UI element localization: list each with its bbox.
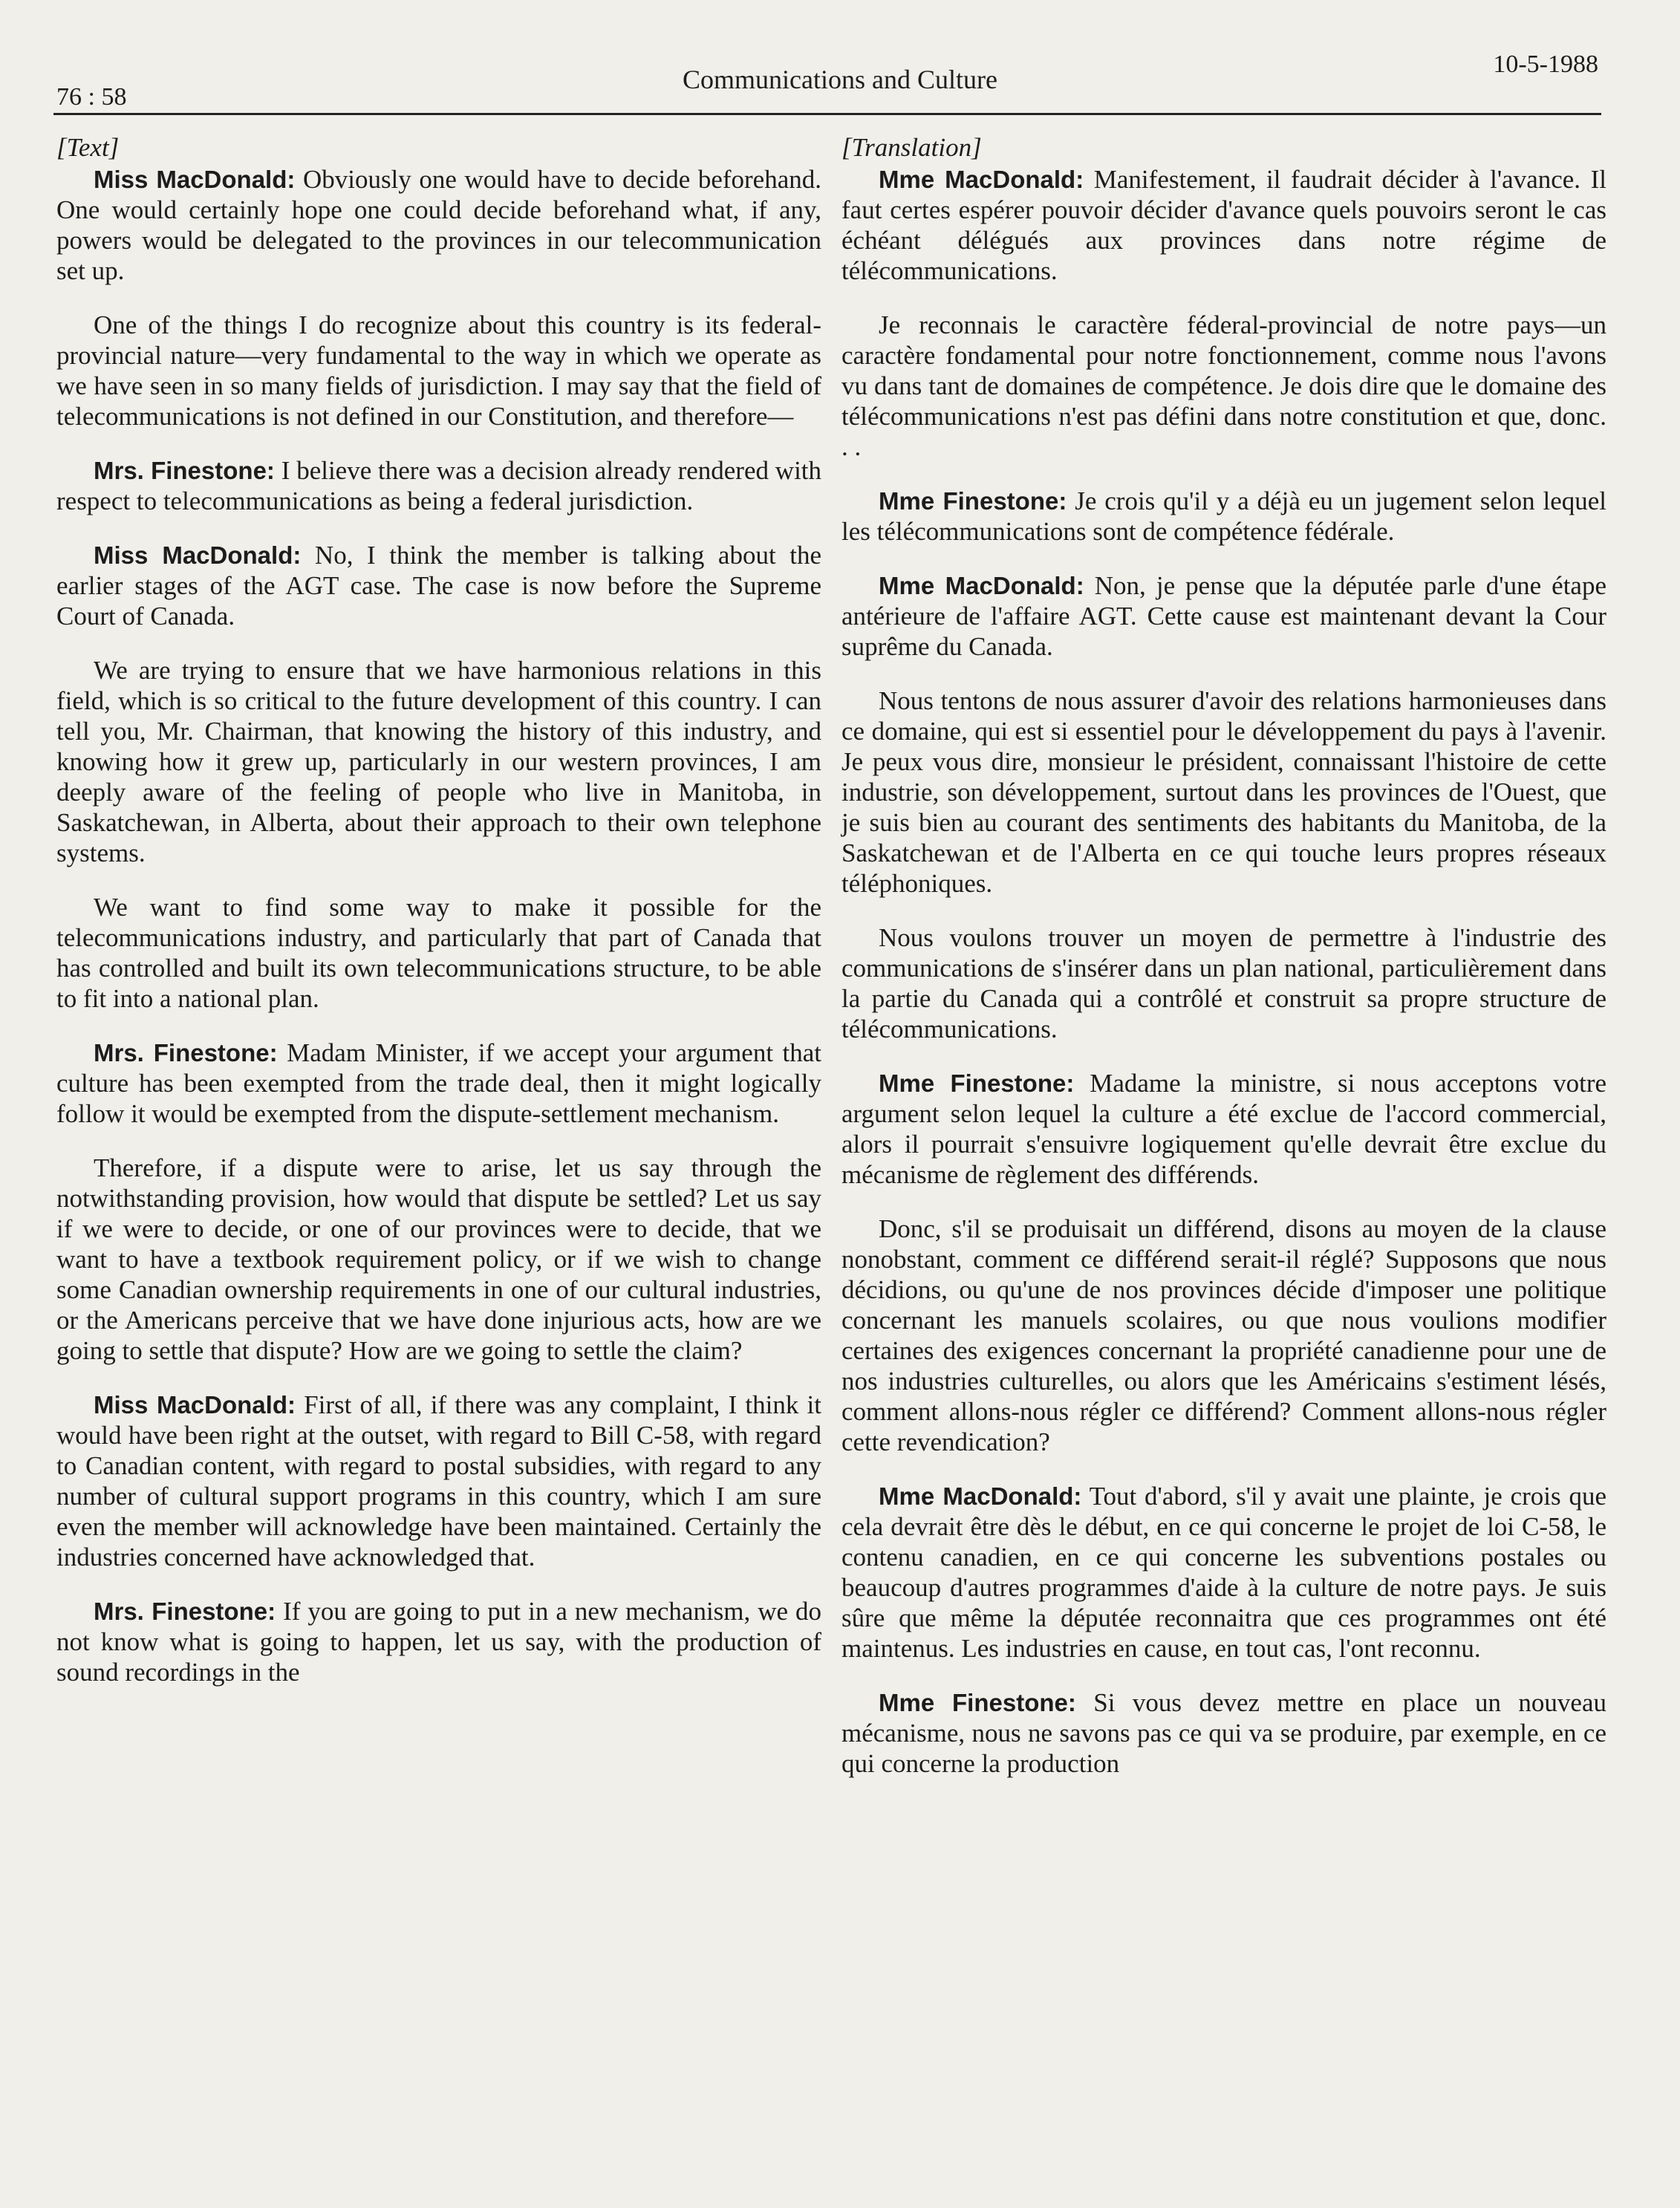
french-column [841, 132, 1606, 1802]
speaker-name: Mrs. Finestone: [94, 1039, 278, 1066]
transcript-paragraph [56, 1390, 821, 1572]
transcript-paragraph [841, 164, 1606, 286]
speaker-name: Miss MacDonald: [94, 166, 296, 193]
paragraph-text: If you are going to put in a new mechanism, we do not know what is going to happen, let us say, with the production of sound recordings in the [56, 1597, 822, 1687]
paragraph-text: Je crois qu'il y a déjà eu un jugement selon lequel les télécommunications sont de compétence fédérale. [841, 486, 1606, 546]
transcript-paragraph [56, 1153, 821, 1366]
paragraph-text: No, I think the member is talking about the earlier stages of the AGT case. The case is now before the Supreme Court of Canada. [56, 541, 822, 631]
paragraph-text: Madame la ministre, si nous acceptons votre argument selon lequel la culture a été exclue de l'accord commercial, alors il pourrait s'ensuivre logiquement qu'elle devrait être exclue du mécanisme de règlement des différends. [841, 1069, 1607, 1189]
paragraph-text: I believe there was a decision already rendered with respect to telecommunications as being a federal jurisdiction. [56, 456, 822, 515]
speaker-name: Mme Finestone: [879, 487, 1067, 515]
page-number: 76 : 58 [56, 83, 127, 111]
transcript-paragraph [56, 892, 821, 1014]
transcript-paragraph [841, 570, 1606, 662]
paragraph-text: Nous voulons trouver un moyen de permettre à l'industrie des communications de s'insérer dans un plan national, particulièrement dans la partie du Canada qui a contrôlé et construit sa propre structure de télécommunications. [841, 923, 1606, 1043]
speaker-name: Mme Finestone: [879, 1069, 1075, 1097]
speaker-name: Miss MacDonald: [94, 1391, 296, 1419]
paragraph-text: We want to find some way to make it possible for the telecommunications industry, and particularly that part of Canada that has controlled and built its own telecommunications structure, to be able to fit into a national plan. [56, 893, 821, 1013]
translation-tag: [Translation] [841, 133, 982, 162]
committee-title: Communications and Culture [683, 65, 997, 94]
transcript-paragraph [841, 1687, 1606, 1779]
transcript-paragraph [841, 1068, 1606, 1190]
transcript-paragraph [56, 164, 821, 286]
paragraph-text: Si vous devez mettre en place un nouveau mécanisme, nous ne savons pas ce qui va se produire, par exemple, en ce qui concerne la production [841, 1688, 1606, 1778]
paragraph-text: Donc, s'il se produisait un différend, disons au moyen de la clause nonobstant, comment ce différend serait-il réglé? Supposons que nous décidions, ou qu'une de nos provinces décide d'imposer une politique concernant les manuels scolaires, ou que nous voulions modifier certaines des exigences concernant la propriété canadienne pour une de nos industries culturelles, ou alors que les Américains s'estiment lésés, comment allons-nous régler ce différend? Comment allons-nous régler cette revendication? [841, 1214, 1606, 1456]
transcript-paragraph [56, 1038, 821, 1129]
paragraph-text: Non, je pense que la députée parle d'une étape antérieure de l'affaire AGT. Cette cause est maintenant devant la Cour suprême du Canada. [841, 571, 1607, 661]
transcript-paragraph [56, 310, 821, 431]
issue-date: 10-5-1988 [1493, 51, 1598, 78]
transcript-paragraph [841, 486, 1606, 547]
speaker-name: Mme MacDonald: [879, 166, 1084, 193]
paragraph-text: Therefore, if a dispute were to arise, let us say through the notwithstanding provision, how would that dispute be settled? Let us say if we were to decide, or one of our provinces were to decide, that we want to have a textbook requirement policy, or if we wish to change some Canadian ownership requirements in one of our cultural industries, or the Americans perceive that we have done injurious acts, how are we going to settle that dispute? How are we going to settle the claim? [56, 1153, 821, 1365]
transcript-paragraph [841, 1214, 1606, 1457]
transcript-paragraph [56, 655, 821, 868]
transcript-paragraph [56, 540, 821, 631]
speaker-name: Miss MacDonald: [94, 541, 302, 569]
speaker-name: Mrs. Finestone: [94, 457, 275, 484]
transcript-paragraph [841, 310, 1606, 462]
paragraph-text: Obviously one would have to decide beforehand. One would certainly hope one could decide beforehand what, if any, powers would be delegated to the provinces in our telecommunication set up. [56, 165, 822, 285]
transcript-paragraph [841, 922, 1606, 1044]
paragraph-text: Je reconnais le caractère féderal-provincial de notre pays—un caractère fondamental pour notre fonctionnement, comme nous l'avons vu dans tant de domaines de compétence. Je dois dire que le domaine des télécommunications n'est pas défini dans notre constitution et que, donc. . . [841, 310, 1606, 461]
paragraph-text: First of all, if there was any complaint, I think it would have been right at the outset, with regard to Bill C-58, with regard to Canadian content, with regard to postal subsidies, with regard to any number of cultural support programs in this country, which I am sure even the member will acknowledge have been maintained. Certainly the industries concerned have acknowledged that. [56, 1390, 821, 1572]
paragraph-text: We are trying to ensure that we have harmonious relations in this field, which is so critical to the future development of this country. I can tell you, Mr. Chairman, that knowing the history of this industry, and knowing how it grew up, particularly in our western provinces, I am deeply aware of the feeling of people who live in Manitoba, in Saskatchewan, in Alberta, about their approach to their own telephone systems. [56, 656, 821, 867]
header-rule [53, 113, 1601, 115]
paragraph-text: Tout d'abord, s'il y avait une plainte, je crois que cela devrait être dès le début, en ce qui concerne le projet de loi C-58, le contenu canadien, en ce qui concerne les subventions postales ou beaucoup d'autres programmes d'aide à la culture de notre pays. Je suis sûre que même la députée reconnaitra que ces programmes ont été maintenus. Les industries en cause, en tout cas, l'ont reconnu. [841, 1482, 1606, 1663]
paragraph-text: Madam Minister, if we accept your argument that culture has been exempted from the trade deal, then it might logically follow it would be exempted from the dispute-settlement mechanism. [56, 1038, 822, 1128]
text-tag: [Text] [56, 133, 120, 162]
transcript-paragraph [841, 1481, 1606, 1664]
transcript-paragraph [841, 685, 1606, 899]
speaker-name: Mme Finestone: [879, 1689, 1076, 1716]
speaker-name: Mrs. Finestone: [94, 1598, 276, 1625]
transcript-paragraph [56, 455, 821, 516]
paragraph-text: Manifestement, il faudrait décider à l'avance. Il faut certes espérer pouvoir décider d'avance quels pouvoirs seront le cas échéant délégués aux provinces dans notre régime de télécommunications. [841, 165, 1607, 285]
paragraph-text: One of the things I do recognize about this country is its federal-provincial nature—very fundamental to the way in which we operate as we have seen in so many fields of jurisdiction. I may say that the field of telecommunications is not defined in our Constitution, and therefore— [56, 310, 821, 431]
paragraph-text: Nous tentons de nous assurer d'avoir des relations harmonieuses dans ce domaine, qui est si essentiel pour le développement du pays à l'avenir. Je peux vous dire, monsieur le président, connaissant l'histoire de cette industrie, son développement, surtout dans les provinces de l'Ouest, que je suis bien au courant des sentiments des habitants du Manitoba, de la Saskatchewan et de l'Alberta en ce qui touche leurs propres réseaux téléphoniques. [841, 686, 1606, 898]
english-column [56, 132, 821, 1711]
transcript-paragraph [56, 1596, 821, 1687]
speaker-name: Mme MacDonald: [879, 572, 1084, 599]
speaker-name: Mme MacDonald: [879, 1482, 1082, 1510]
